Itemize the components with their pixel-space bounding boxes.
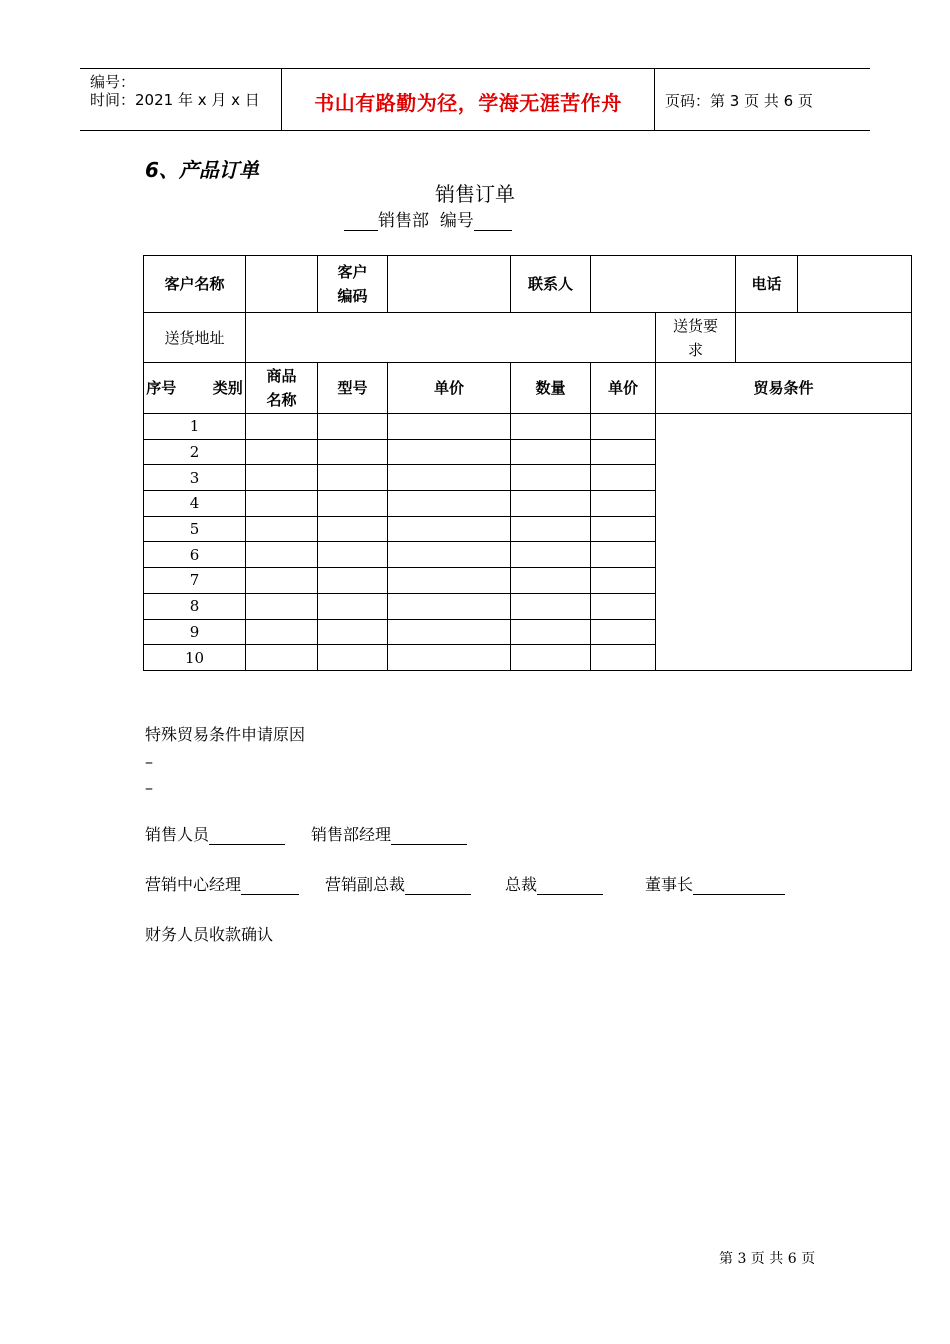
unit-price-2-cell[interactable] bbox=[591, 645, 656, 671]
row-number: 4 bbox=[144, 491, 246, 517]
quantity-cell[interactable] bbox=[511, 593, 591, 619]
president-signature[interactable] bbox=[537, 878, 603, 895]
marketing-vp-label: 营销副总裁 bbox=[325, 875, 406, 894]
page-footer: 第 3 页 共 6 页 bbox=[719, 1251, 816, 1267]
delivery-req-label: 送货要 求 bbox=[656, 313, 736, 363]
quantity-cell[interactable] bbox=[511, 619, 591, 645]
signature-row-2 bbox=[145, 872, 785, 895]
item-rows bbox=[144, 414, 912, 671]
row-number: 2 bbox=[144, 439, 246, 465]
address-label: 送货地址 bbox=[144, 313, 246, 363]
marketing-vp-signature[interactable] bbox=[405, 878, 471, 895]
trade-terms-header: 贸易条件 bbox=[656, 363, 912, 414]
quantity-cell[interactable] bbox=[511, 542, 591, 568]
president-label: 总裁 bbox=[505, 875, 538, 894]
customer-code-label: 客户 编码 bbox=[318, 256, 388, 313]
marketing-center-manager-signature[interactable] bbox=[241, 878, 299, 895]
model-cell[interactable] bbox=[318, 491, 388, 517]
unit-price-cell[interactable] bbox=[388, 619, 511, 645]
model-header: 型号 bbox=[318, 363, 388, 414]
sales-person-label: 销售人员 bbox=[145, 825, 210, 844]
contact-label: 联系人 bbox=[511, 256, 591, 313]
product-name-cell[interactable] bbox=[246, 568, 318, 594]
header-meta-cell bbox=[80, 69, 282, 130]
customer-code-field[interactable] bbox=[388, 256, 511, 313]
unit-price-2-cell[interactable] bbox=[591, 491, 656, 517]
contact-field[interactable] bbox=[591, 256, 736, 313]
finance-confirm-label: 财务人员收款确认 bbox=[145, 925, 274, 944]
product-name-cell[interactable] bbox=[246, 414, 318, 440]
phone-label: 电话 bbox=[736, 256, 798, 313]
dept-label: 销售部 bbox=[378, 211, 429, 231]
model-cell[interactable] bbox=[318, 414, 388, 440]
dept-number-line bbox=[344, 206, 512, 231]
phone-field[interactable] bbox=[798, 256, 912, 313]
product-name-cell[interactable] bbox=[246, 465, 318, 491]
product-name-cell[interactable] bbox=[246, 491, 318, 517]
row-number: 1 bbox=[144, 414, 246, 440]
unit-price-2-cell[interactable] bbox=[591, 439, 656, 465]
customer-name-field[interactable] bbox=[246, 256, 318, 313]
row-number: 5 bbox=[144, 516, 246, 542]
unit-price-2-cell[interactable] bbox=[591, 542, 656, 568]
row-number: 9 bbox=[144, 619, 246, 645]
header-motto: 书山有路勤为径，学海无涯苦作舟 bbox=[314, 91, 622, 115]
unit-price-cell[interactable] bbox=[388, 568, 511, 594]
seq-category-header: 序号 类别 bbox=[144, 363, 246, 414]
table-row bbox=[144, 414, 912, 440]
customer-row bbox=[144, 256, 912, 313]
sales-person-signature[interactable] bbox=[209, 828, 285, 845]
header-time-label: 时间：2021 年 x 月 x 日 bbox=[90, 91, 260, 109]
unit-price-2-cell[interactable] bbox=[591, 414, 656, 440]
unit-price-2-header: 单价 bbox=[591, 363, 656, 414]
unit-price-header: 单价 bbox=[388, 363, 511, 414]
unit-price-2-cell[interactable] bbox=[591, 568, 656, 594]
customer-name-label: 客户名称 bbox=[144, 256, 246, 313]
address-field[interactable] bbox=[246, 313, 656, 363]
quantity-cell[interactable] bbox=[511, 645, 591, 671]
row-number: 6 bbox=[144, 542, 246, 568]
header-motto-cell bbox=[282, 69, 655, 130]
product-name-cell[interactable] bbox=[246, 645, 318, 671]
unit-price-cell[interactable] bbox=[388, 465, 511, 491]
product-name-cell[interactable] bbox=[246, 619, 318, 645]
unit-price-cell[interactable] bbox=[388, 645, 511, 671]
quantity-cell[interactable] bbox=[511, 491, 591, 517]
unit-price-cell[interactable] bbox=[388, 516, 511, 542]
quantity-cell[interactable] bbox=[511, 568, 591, 594]
unit-price-2-cell[interactable] bbox=[591, 516, 656, 542]
quantity-cell[interactable] bbox=[511, 414, 591, 440]
order-number-blank[interactable] bbox=[474, 212, 512, 231]
model-cell[interactable] bbox=[318, 619, 388, 645]
model-cell[interactable] bbox=[318, 542, 388, 568]
model-cell[interactable] bbox=[318, 568, 388, 594]
chairman-signature[interactable] bbox=[693, 878, 785, 895]
product-name-cell[interactable] bbox=[246, 593, 318, 619]
page-header bbox=[80, 68, 870, 131]
document-title: 销售订单 bbox=[435, 182, 515, 206]
product-name-cell[interactable] bbox=[246, 516, 318, 542]
order-number-label: 编号 bbox=[439, 211, 474, 231]
quantity-cell[interactable] bbox=[511, 516, 591, 542]
row-number: 10 bbox=[144, 645, 246, 671]
sales-dept-manager-signature[interactable] bbox=[391, 828, 467, 845]
marketing-center-manager-label: 营销中心经理 bbox=[145, 875, 242, 894]
sales-dept-manager-label: 销售部经理 bbox=[311, 825, 392, 844]
quantity-cell[interactable] bbox=[511, 465, 591, 491]
column-header-row bbox=[144, 363, 912, 414]
model-cell[interactable] bbox=[318, 645, 388, 671]
delivery-req-field[interactable] bbox=[736, 313, 912, 363]
model-cell[interactable] bbox=[318, 439, 388, 465]
header-page-cell bbox=[655, 69, 870, 130]
header-page-info: 页码：第 3 页 共 6 页 bbox=[665, 92, 813, 110]
unit-price-cell[interactable] bbox=[388, 593, 511, 619]
quantity-cell[interactable] bbox=[511, 439, 591, 465]
unit-price-cell[interactable] bbox=[388, 542, 511, 568]
row-number: 3 bbox=[144, 465, 246, 491]
unit-price-cell[interactable] bbox=[388, 414, 511, 440]
row-number: 8 bbox=[144, 593, 246, 619]
product-name-header: 商品 名称 bbox=[246, 363, 318, 414]
product-name-cell[interactable] bbox=[246, 439, 318, 465]
product-name-cell[interactable] bbox=[246, 542, 318, 568]
signature-row-1 bbox=[145, 822, 467, 845]
section-title: 6、产品订单 bbox=[145, 158, 259, 182]
dept-blank[interactable] bbox=[344, 212, 378, 231]
trade-terms-field[interactable] bbox=[656, 414, 912, 671]
unit-price-cell[interactable] bbox=[388, 439, 511, 465]
model-cell[interactable] bbox=[318, 465, 388, 491]
chairman-label: 董事长 bbox=[645, 875, 694, 894]
model-cell[interactable] bbox=[318, 593, 388, 619]
unit-price-2-cell[interactable] bbox=[591, 619, 656, 645]
dash-line-1: – bbox=[145, 752, 153, 771]
unit-price-cell[interactable] bbox=[388, 491, 511, 517]
row-number: 7 bbox=[144, 568, 246, 594]
quantity-header: 数量 bbox=[511, 363, 591, 414]
special-terms-reason-label: 特殊贸易条件申请原因 bbox=[145, 725, 306, 744]
model-cell[interactable] bbox=[318, 516, 388, 542]
sales-order-table bbox=[143, 255, 912, 671]
unit-price-2-cell[interactable] bbox=[591, 593, 656, 619]
unit-price-2-cell[interactable] bbox=[591, 465, 656, 491]
dash-line-2: – bbox=[145, 778, 153, 797]
header-number-label: 编号： bbox=[90, 73, 136, 91]
address-row bbox=[144, 313, 912, 363]
